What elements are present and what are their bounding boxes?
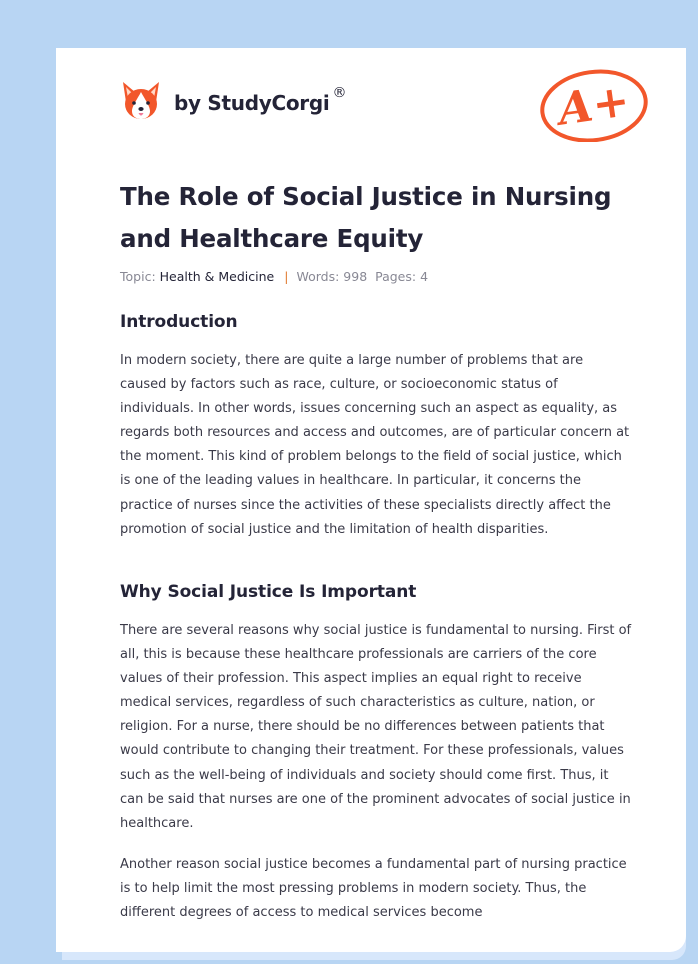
pages-label: Pages: — [375, 269, 417, 284]
paragraph: In modern society, there are quite a large number of problems that are caused by factors such as race, culture, or socioeconomic status of individuals. In other words, issues concerning such an aspect as equality, as regards both resources and access and outcomes, are of particular concern at the moment. This kind of problem belongs to the field of social justice, which is one of the leading values in healthcare. In particular, it concerns the practice of nurses since the activities of these specialists directly affect the promotion of social justice and the limitation of health disparities. — [120, 353, 630, 537]
paragraph: Another reason social justice becomes a fundamental part of nursing practice is to help limit the most pressing problems in modern society. Thus, the different degrees of access to medical services become — [120, 857, 627, 921]
brand-header[interactable] — [120, 76, 346, 124]
registered-mark: ® — [332, 85, 347, 101]
brand-name — [174, 85, 347, 115]
essay-title: The Role of Social Justice in Nursing and Healthcare Equity — [120, 182, 612, 253]
meta-separator: | — [284, 269, 289, 284]
grade-badge-text: A+ — [555, 75, 633, 136]
words-count: 998 — [343, 269, 368, 284]
section-heading-introduction: Introduction — [120, 312, 238, 332]
topic-label: Topic: — [120, 269, 156, 284]
essay-meta — [120, 269, 428, 284]
topic-link[interactable]: Health & Medicine — [159, 269, 275, 284]
essay-page — [56, 48, 686, 952]
corgi-icon — [120, 78, 162, 122]
pages-count: 4 — [420, 269, 429, 284]
brand-name-text: by StudyCorgi — [174, 91, 330, 115]
grade-badge — [536, 58, 656, 142]
words-label: Words: — [296, 269, 340, 284]
section-heading-why-social-justice: Why Social Justice Is Important — [120, 582, 417, 602]
paragraph: There are several reasons why social justice is fundamental to nursing. First of all, this is because these healthcare professionals are carriers of the core values of their profession. This aspect implies an equal right to receive medical services, regardless of such characteristics as culture, nation, or religion. For a nurse, there should be no differences between patients that would contribute to changing their treatment. For these professionals, values such as the well-being of individuals and society should come first. Thus, it can be said that nurses are one of the prominent advocates of social justice in healthcare. — [120, 623, 632, 831]
